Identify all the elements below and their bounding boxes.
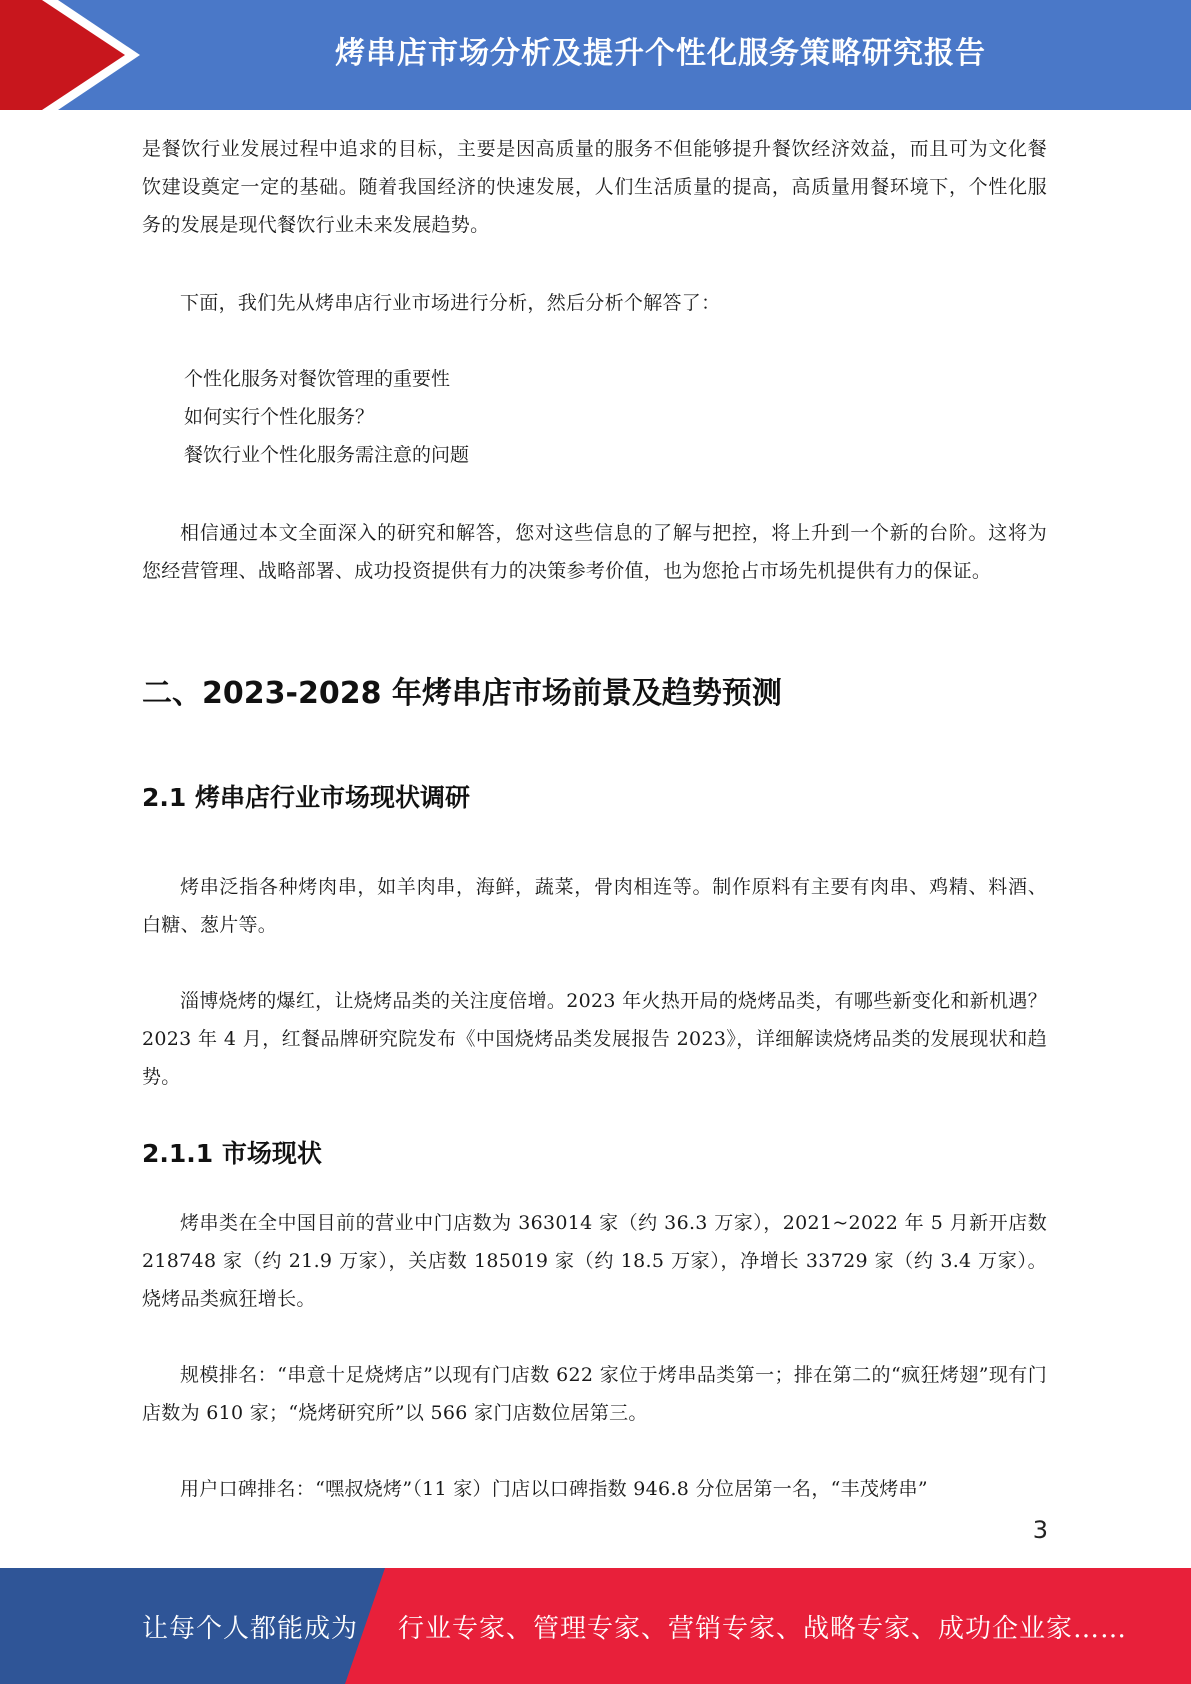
intro-text-3: 相信通过本文全面深入的研究和解答，您对这些信息的了解与把控，将上升到一个新的台阶。这将为您经营管理、战略部署、成功投资提供有力的决策参考价值，也为您抢占市场先机提供有力的保证。 <box>142 522 1047 582</box>
body-text: 烤串泛指各种烤肉串，如羊肉串，海鲜，蔬菜，骨肉相连等。制作原料有主要有肉串、鸡精、料酒、白糖、葱片等。 <box>142 876 1047 936</box>
body-text: 淄博烧烤的爆红，让烧烤品类的关注度倍增。2023 年火热开局的烧烤品类，有哪些新变化和新机遇？2023 年 4 月，红餐品牌研究院发布《中国烧烤品类发展报告 2023》，详细解读烧烤品类的发展现状和趋势。 <box>142 990 1047 1088</box>
body-text: 烤串类在全中国目前的营业中门店数为 363014 家（约 36.3 万家），2021~2022 年 5 月新开店数 218748 家（约 21.9 万家），关店数 185019 家（约 18.5 万家），净增长 33729 家（约 3.4 万家）。烧烤品类疯狂增长。 <box>142 1212 1047 1310</box>
subsection-2-1-1-paragraph-2 <box>142 1356 1047 1432</box>
subsection-2-1-title: 2.1 烤串店行业市场现状调研 <box>142 783 470 812</box>
intro-paragraph-2 <box>142 284 1047 322</box>
subsection-2-1-paragraph-1 <box>142 868 1047 944</box>
subsection-2-1-1-paragraph-3 <box>142 1470 1047 1508</box>
body-text: 用户口碑排名：“嘿叔烧烤”（11 家）门店以口碑指数 946.8 分位居第一名，“丰茂烤串” <box>180 1478 928 1500</box>
section-2-title: 二、2023-2028 年烤串店市场前景及趋势预测 <box>142 676 782 711</box>
footer-slogan-right: 行业专家、管理专家、营销专家、战略专家、成功企业家…… <box>398 1613 1128 1644</box>
intro-paragraph-3 <box>142 514 1047 590</box>
subsection-2-1-1-paragraph-1 <box>142 1204 1047 1318</box>
page-number: 3 <box>1032 1516 1048 1544</box>
subsection-2-1-1-title: 2.1.1 市场现状 <box>142 1139 322 1168</box>
footer-slogan-left: 让每个人都能成为 <box>142 1613 359 1644</box>
subsection-2-1-paragraph-2 <box>142 982 1047 1096</box>
list-item: 餐饮行业个性化服务需注意的问题 <box>184 444 470 466</box>
question-list <box>142 360 1047 474</box>
page-header <box>0 0 1191 110</box>
page-footer <box>0 1568 1191 1684</box>
section-heading <box>142 668 1047 712</box>
red-chevron-icon <box>0 0 160 110</box>
list-item: 个性化服务对餐饮管理的重要性 <box>184 368 451 390</box>
subsection-heading <box>142 1134 1047 1170</box>
body-text: 规模排名：“串意十足烧烤店”以现有门店数 622 家位于烤串品类第一；排在第二的“疯狂烤翅”现有门店数为 610 家；“烧烤研究所”以 566 家门店数位居第三。 <box>142 1364 1047 1424</box>
list-item: 如何实行个性化服务？ <box>184 406 375 428</box>
intro-paragraph-1 <box>142 130 1047 244</box>
subsection-heading <box>142 778 1047 814</box>
intro-text-1: 是餐饮行业发展过程中追求的目标，主要是因高质量的服务不但能够提升餐饮经济效益，而且可为文化餐饮建设奠定一定的基础。随着我国经济的快速发展，人们生活质量的提高，高质量用餐环境下，个性化服务的发展是现代餐饮行业未来发展趋势。 <box>142 138 1047 236</box>
intro-text-2: 下面，我们先从烤串店行业市场进行分析，然后分析个解答了： <box>180 292 721 314</box>
report-title: 烤串店市场分析及提升个性化服务策略研究报告 <box>335 36 986 71</box>
